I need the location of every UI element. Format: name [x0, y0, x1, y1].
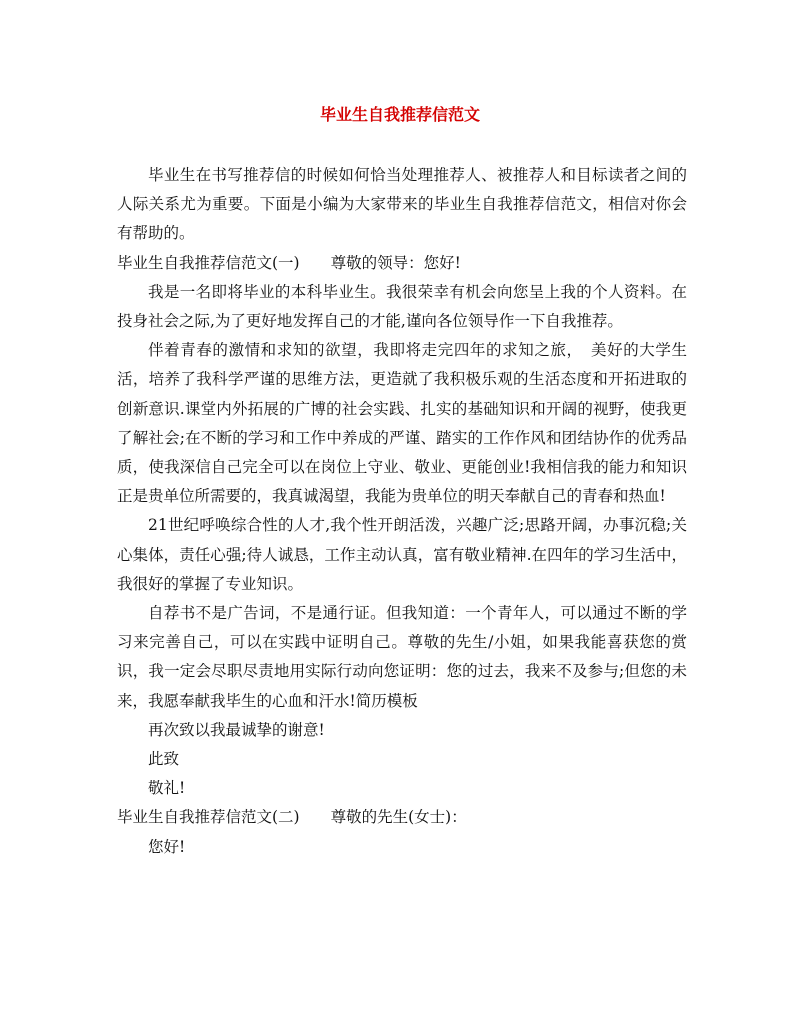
paragraph-4: 自荐书不是广告词，不是通行证。但我知道：一个青年人，可以通过不断的学习来完善自己，可以在实践中证明自己。尊敬的先生/小姐，如果我能喜获您的赏识，我一定会尽职尽责地用实际行动向您证明：您的过去，我来不及参与;但您的未来，我愿奉献我毕生的心血和汗水!简历模板	[117, 604, 687, 710]
greeting-line-2: 您好!	[148, 837, 186, 856]
closing-line-1: 此致	[148, 750, 180, 769]
paragraph-2: 伴着青春的激情和求知的欲望，我即将走完四年的求知之旅， 美好的大学生活，培养了我科学严谨的思维方法，更造就了我积极乐观的生活态度和开拓进取的创新意识.课堂内外拓展的广博的社会实践、扎实的基础知识和开阔的视野，使我更了解社会;在不断的学习和工作中养成的严谨、踏实的工作作风和团结协作的优秀品质，使我深信自己完全可以在岗位上守业、敬业、更能创业!我相信我的能力和知识正是贵单位所需要的，我真诚渴望，我能为贵单位的明天奉献自己的青春和热血!	[117, 341, 687, 506]
closing-line-2: 敬礼!	[148, 779, 186, 798]
section-heading-1: 毕业生自我推荐信范文(一) 尊敬的领导：您好!	[117, 253, 461, 272]
intro-paragraph: 毕业生在书写推荐信的时候如何恰当处理推荐人、被推荐人和目标读者之间的人际关系尤为重要。下面是小编为大家带来的毕业生自我推荐信范文，相信对你会有帮助的。	[117, 166, 687, 243]
thanks-line: 再次致以我最诚挚的谢意!	[148, 720, 325, 739]
section-heading-2: 毕业生自我推荐信范文(二) 尊敬的先生(女士)：	[117, 808, 467, 827]
document-title: 毕业生自我推荐信范文	[319, 105, 480, 124]
paragraph-3: 21世纪呼唤综合性的人才,我个性开朗活泼，兴趣广泛;思路开阔，办事沉稳;关心集体，责任心强;待人诚恳，工作主动认真，富有敬业精神.在四年的学习生活中，我很好的掌握了专业知识。	[117, 516, 687, 593]
paragraph-1: 我是一名即将毕业的本科毕业生。我很荣幸有机会向您呈上我的个人资料。在投身社会之际,为了更好地发挥自己的才能,谨向各位领导作一下自我推荐。	[117, 282, 687, 331]
document-body	[117, 161, 687, 862]
